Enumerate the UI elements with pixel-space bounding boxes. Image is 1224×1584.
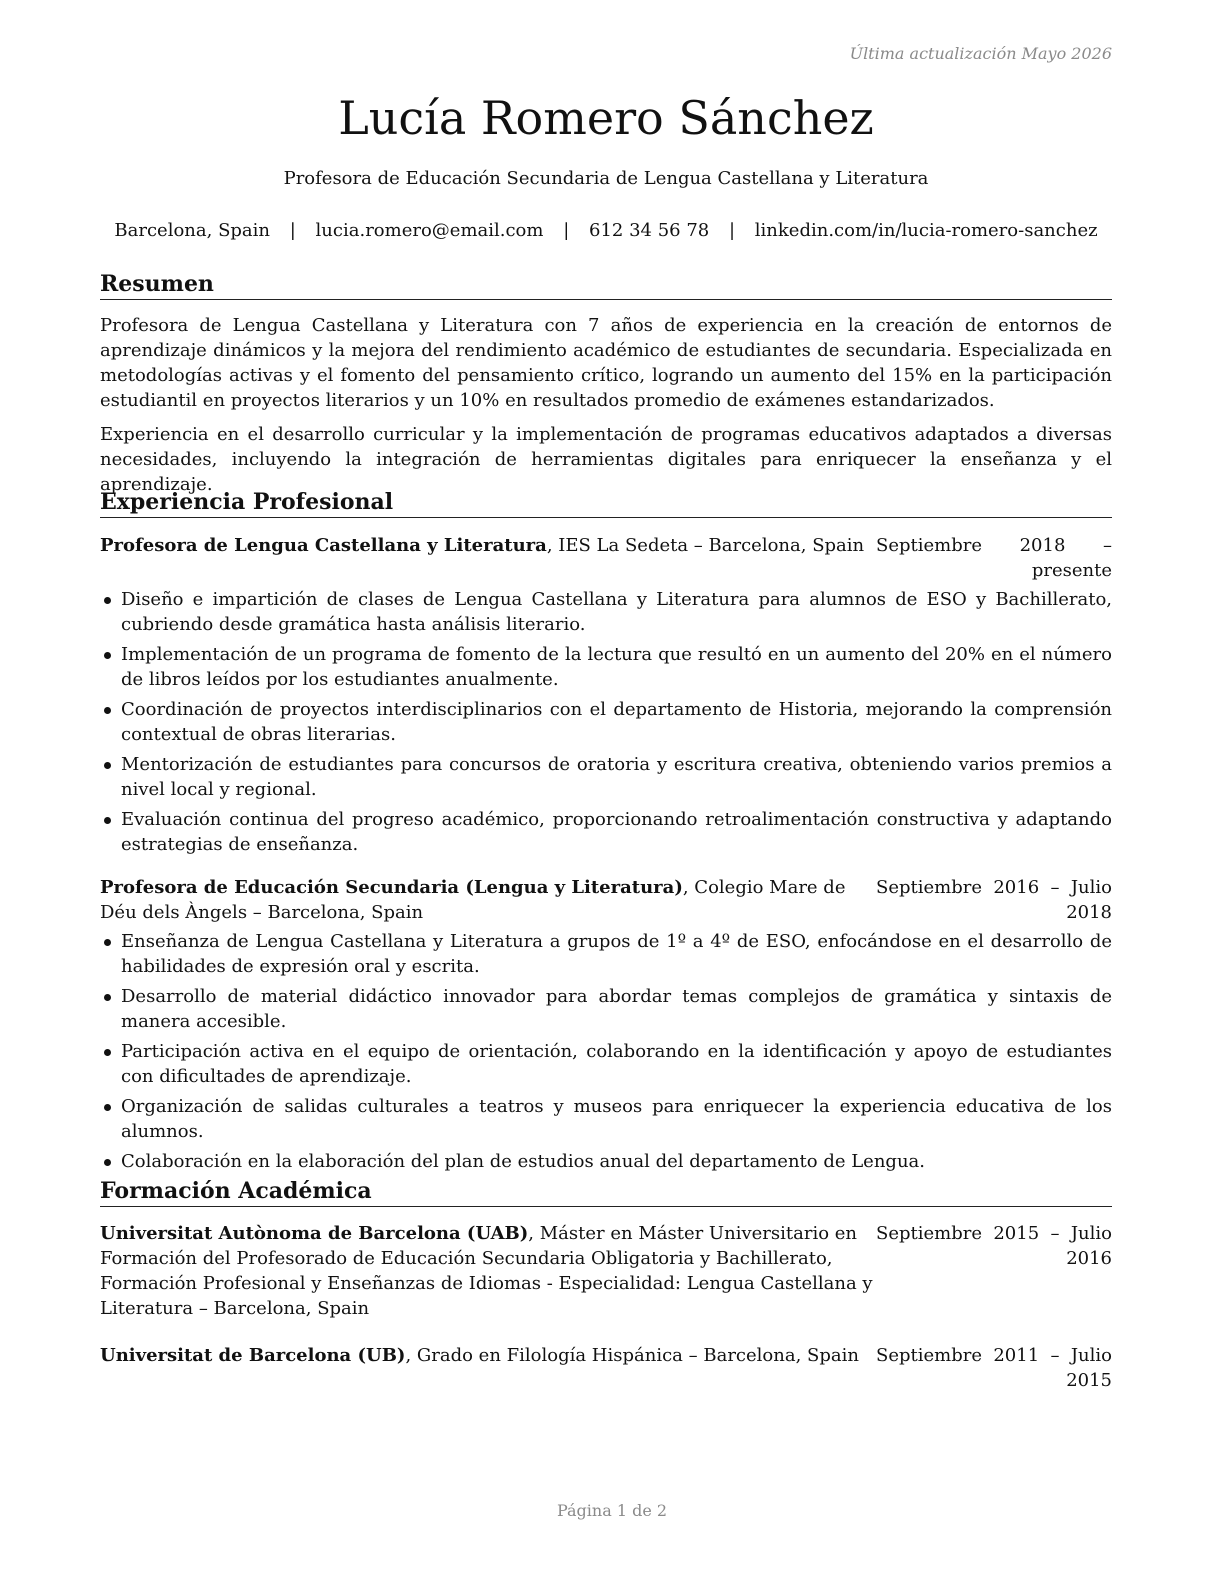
summary-paragraph: Profesora de Lengua Castellana y Literatura con 7 años de experiencia en la creación de entornos de aprendizaje dinámicos y la mejora del rendimiento académico de estudiantes de secundaria. Especializada en metodologías activas y el fomento del pensamiento crítico, logrando un aumento del 15% en la participación estudiantil en proyectos literarios y un 10% en resultados promedio de exámenes estandarizados. bbox=[100, 315, 1112, 411]
list-item: Desarrollo de material didáctico innovador para abordar temas complejos de gramática y sintaxis de manera accesible. bbox=[100, 984, 1112, 1034]
bullet-dot bbox=[104, 762, 111, 769]
list-item: Mentorización de estudiantes para concursos de oratoria y escritura creativa, obteniendo varios premios a nivel local y regional. bbox=[100, 752, 1112, 802]
bullet-dot bbox=[104, 652, 111, 659]
list-item: Organización de salidas culturales a teatros y museos para enriquecer la experiencia educativa de los alumnos. bbox=[100, 1094, 1112, 1144]
job-organization: , IES La Sedeta – Barcelona, Spain bbox=[546, 535, 865, 556]
bullet-dot bbox=[104, 1159, 111, 1166]
contact-separator: | bbox=[563, 220, 570, 241]
list-item: Participación activa en el equipo de orientación, colaborando en la identificación y apoyo de estudiantes con dificultades de aprendizaje. bbox=[100, 1039, 1112, 1089]
headline: Profesora de Educación Secundaria de Lengua Castellana y Literatura bbox=[283, 168, 929, 189]
experience-section bbox=[100, 488, 1112, 1179]
education-institution: Universitat de Barcelona (UB) bbox=[100, 1345, 406, 1366]
bullet-dot bbox=[104, 1104, 111, 1111]
contact-phone[interactable]: 612 34 56 78 bbox=[589, 220, 710, 241]
contact-separator: | bbox=[728, 220, 736, 241]
bullet-dot bbox=[104, 597, 111, 604]
list-item: Implementación de un programa de fomento de la lectura que resultó en un aumento del 20% en el número de libros leídos por los estudiantes anualmente. bbox=[100, 642, 1112, 692]
bullet-dot bbox=[104, 707, 111, 714]
job-header bbox=[100, 533, 1112, 583]
education-institution: Universitat Autònoma de Barcelona (UAB) bbox=[100, 1223, 529, 1244]
last-updated: Última actualización Mayo 2026 bbox=[849, 44, 1112, 63]
bullet-dot bbox=[104, 1049, 111, 1056]
education-title-line bbox=[100, 1221, 875, 1321]
job-dates: Septiembre 2016 – Julio 2018 bbox=[876, 877, 1112, 923]
job-header bbox=[100, 875, 1112, 925]
job-organization: , Colegio Mare de Déu dels Àngels – Barcelona, Spain bbox=[100, 877, 846, 923]
bullet-dot bbox=[104, 817, 111, 824]
list-item: Diseño e impartición de clases de Lengua Castellana y Literatura para alumnos de ESO y Bachillerato, cubriendo desde gramática hasta análisis literario. bbox=[100, 587, 1112, 637]
contact-email[interactable]: lucia.romero@email.com bbox=[315, 220, 544, 241]
education-entry bbox=[100, 1343, 1112, 1393]
contact-separator: | bbox=[289, 220, 296, 241]
education-dates: Septiembre 2015 – Julio 2016 bbox=[876, 1223, 1112, 1269]
section-title-education: Formación Académica bbox=[100, 1177, 1112, 1207]
contact-linkedin[interactable]: linkedin.com/in/lucia-romero-sanchez bbox=[754, 220, 1098, 241]
bullet-dot bbox=[104, 939, 111, 946]
bullet-dot bbox=[104, 994, 111, 1001]
job-role: Profesora de Lengua Castellana y Literatura bbox=[100, 535, 547, 556]
education-details: , Máster en Máster Universitario en Formación del Profesorado de Educación Secundaria Obligatoria y Bachillerato, Formación Profesional y Enseñanzas de Idiomas - Especialidad: Lengua Castellana y Literatura – Barcelona, Spain bbox=[100, 1223, 873, 1319]
contact-location: Barcelona, Spain bbox=[114, 220, 270, 241]
education-entry bbox=[100, 1221, 1112, 1321]
job-entry bbox=[100, 533, 1112, 857]
job-entry bbox=[100, 875, 1112, 1174]
education-dates: Septiembre 2011 – Julio 2015 bbox=[876, 1345, 1112, 1391]
job-title-line bbox=[100, 875, 875, 925]
section-title-experience: Experiencia Profesional bbox=[100, 488, 1112, 518]
list-item: Evaluación continua del progreso académico, proporcionando retroalimentación constructiva y adaptando estrategias de enseñanza. bbox=[100, 807, 1112, 857]
education-section bbox=[100, 1177, 1112, 1393]
page-number: Página 1 de 2 bbox=[556, 1501, 668, 1520]
job-dates: Septiembre 2018 – presente bbox=[876, 535, 1112, 581]
list-item: Coordinación de proyectos interdisciplinarios con el departamento de Historia, mejorando la comprensión contextual de obras literarias. bbox=[100, 697, 1112, 747]
education-details: , Grado en Filología Hispánica – Barcelona, Spain bbox=[405, 1345, 859, 1366]
section-title-summary: Resumen bbox=[100, 270, 1112, 300]
list-item: Colaboración en la elaboración del plan de estudios anual del departamento de Lengua. bbox=[100, 1149, 1112, 1174]
summary-section bbox=[100, 270, 1112, 497]
contact-line bbox=[100, 219, 1112, 243]
job-title-line bbox=[100, 533, 875, 583]
list-item: Enseñanza de Lengua Castellana y Literatura a grupos de 1º a 4º de ESO, enfocándose en el desarrollo de habilidades de expresión oral y escrita. bbox=[100, 929, 1112, 979]
job-bullets bbox=[100, 587, 1112, 857]
job-role: Profesora de Educación Secundaria (Lengua y Literatura) bbox=[100, 877, 683, 898]
candidate-name: Lucía Romero Sánchez bbox=[338, 91, 874, 145]
summary-paragraph: Experiencia en el desarrollo curricular y la implementación de programas educativos adaptados a diversas necesidades, incluyendo la integración de herramientas digitales para enriquecer la enseñanza y el aprendizaje. bbox=[100, 424, 1112, 495]
education-title-line bbox=[100, 1343, 875, 1393]
resume-page bbox=[100, 0, 1112, 1584]
job-bullets bbox=[100, 929, 1112, 1174]
